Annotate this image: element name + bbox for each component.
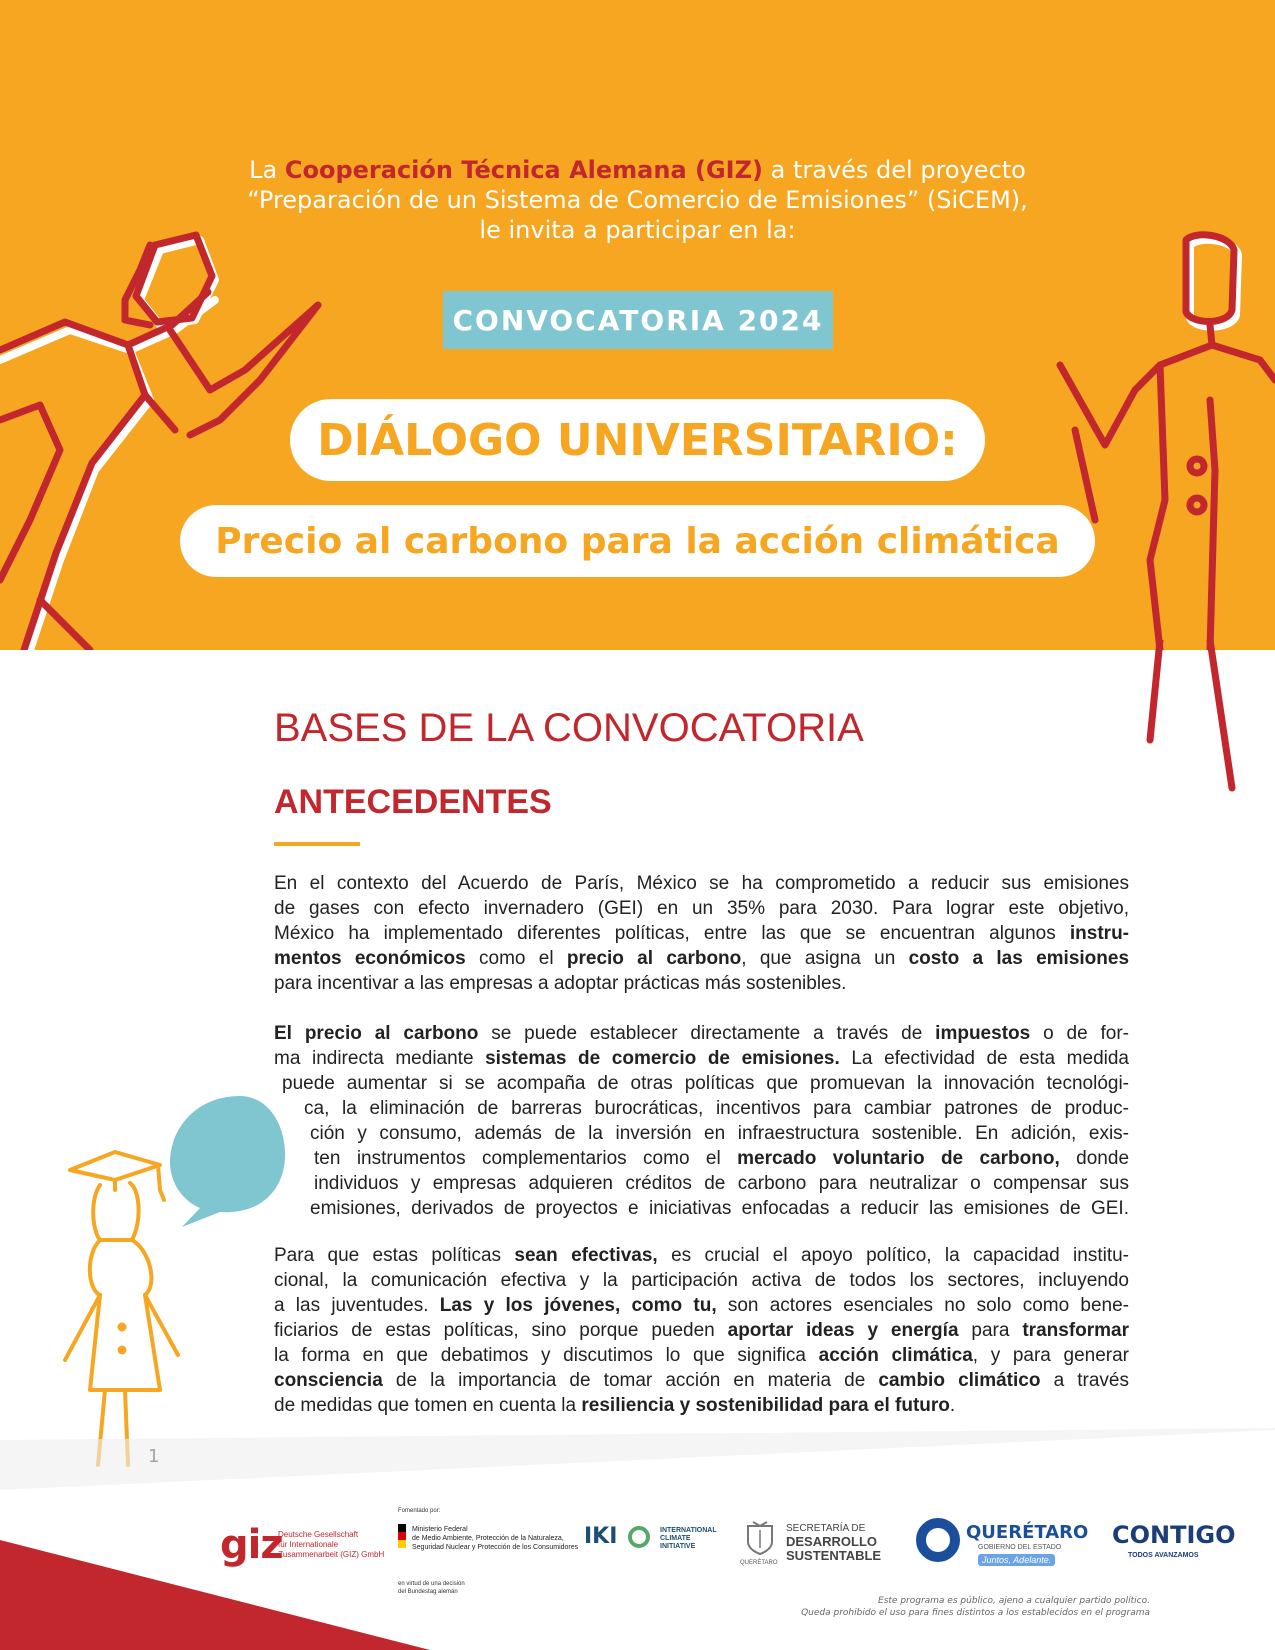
convocatoria-badge: CONVOCATORIA 2024 [443,291,833,349]
line [274,1368,1129,1393]
subsection-heading: ANTECEDENTES [274,783,552,821]
right-person-illustration [1060,235,1275,650]
line [274,1046,1129,1071]
text: Queda prohibido el uso para fines distintos a los establecidos en el programa [801,1608,1150,1618]
bold-text: costo a las emisiones [908,948,1130,969]
text: INITIATIVE [660,1543,696,1550]
text: Deutsche Gesellschaft [278,1530,359,1539]
bold-text: transformar [1022,1320,1130,1341]
section-heading: BASES DE LA CONVOCATORIA [274,706,864,750]
text: emisiones, derivados de proyectos e iniciativas enfocadas a reducir las emisiones de GEI. [310,1198,1129,1219]
bold-text: precio al carbono [566,948,742,969]
paragraph-1 [274,871,1129,996]
line [274,1318,1129,1343]
text: o de for- [1043,1023,1130,1044]
giz-logo: giz [220,1522,283,1568]
line [274,1171,1129,1196]
text: de la importancia de tomar acción en materia de [395,1370,866,1391]
text: SECRETARÍA DE [786,1523,866,1534]
line [274,1021,1129,1046]
speech-bubble-icon [170,1096,285,1227]
event-title: DIÁLOGO UNIVERSITARIO: [290,399,985,481]
text: ten instrumentos complementarios como el [314,1148,721,1169]
text: Seguridad Nuclear y Protección de los Consumidores [412,1544,579,1551]
line [274,871,1129,896]
german-flag-icon [398,1524,406,1548]
bold-text: cambio climático [878,1370,1041,1391]
bold-text: consciencia [274,1370,383,1391]
text: para incentivar a las empresas a adoptar prácticas más sostenibles. [274,973,847,994]
text: del Bundestag alemán [398,1589,458,1595]
paragraph-3 [274,1243,1129,1418]
text: en virtud de una decisión [398,1581,465,1587]
bmu-name [412,1525,578,1552]
bold-text: sean efectivas, [514,1245,658,1266]
text: a través [1053,1370,1129,1391]
text: DESARROLLO [786,1534,877,1549]
intro-prefix: La [249,156,278,184]
line [274,1121,1129,1146]
intro-organization: Cooperación Técnica Alemana (GIZ) [284,156,763,184]
line [274,896,1129,921]
line [274,1146,1129,1171]
text: für Internationale [278,1540,339,1549]
bold-text: instru- [1069,923,1129,944]
line [274,1096,1129,1121]
text: es crucial el apoyo político, la capacidad institu- [671,1245,1130,1266]
text: cional, la comunicación efectiva y la participación activa de todos los sectores, incluyendo [274,1270,1129,1291]
contigo-logo: CONTIGO [1112,1521,1236,1549]
text: de medidas que tomen en cuenta la [274,1395,577,1416]
sds-name [786,1523,881,1563]
line [274,1243,1129,1268]
text: ca, la eliminación de barreras burocráticas, incentivos para cambiar patrones de produc- [304,1098,1129,1119]
text: SUSTENTABLE [786,1548,882,1563]
text: la forma en que debatimos y discutimos lo que significa [274,1345,806,1366]
bold-text: mentos económicos [274,948,466,969]
text: La efectividad de esta medida [851,1048,1129,1069]
text: ción y consumo, además de la inversión en infraestructura sostenible. En adición, exis- [310,1123,1129,1144]
text: de Medio Ambiente, Protección de la Naturaleza, [412,1535,564,1542]
bmu-note [398,1580,465,1596]
text: CLIMATE [660,1535,691,1542]
bold-text: resiliencia y sostenibilidad para el futuro [581,1395,950,1416]
intro-text [0,155,1275,245]
text: se puede establecer directamente a través de [491,1023,923,1044]
bold-text: acción climática [818,1345,973,1366]
sds-caption: QUERÉTARO [740,1560,778,1566]
text: donde [1076,1148,1130,1169]
queretaro-seal-icon [745,1520,775,1556]
queretaro-logo: QUERÉTARO [966,1522,1089,1543]
text: de gases con efecto invernadero (GEI) en un 35% para 2030. Para lograr este objetivo, [274,898,1129,919]
paragraph-2 [274,1021,1129,1221]
text: , y para generar [972,1345,1129,1366]
text: ficiarios de estas políticas, sino porque pueden [274,1320,715,1341]
text: puede aumentar si se acompaña de otras políticas que promuevan la innovación tecnológi- [282,1073,1129,1094]
line [274,1268,1129,1293]
text: . [949,1395,956,1416]
left-person-illustration [0,235,318,650]
line [274,1196,1129,1221]
text: México ha implementado diferentes políticas, entre las que se encuentran algunos [274,923,1056,944]
iki-name [660,1527,717,1551]
disclaimer [770,1595,1150,1619]
text: , que asigna un [741,948,896,969]
line [274,1343,1129,1368]
event-subtitle: Precio al carbono para la acción climática [180,505,1095,577]
text: Ministerio Federal [412,1526,468,1533]
bold-text: mercado voluntario de carbono, [737,1148,1060,1169]
line [274,1293,1129,1318]
right-person-legs [1120,640,1270,800]
text: como el [479,948,554,969]
bmu-fomentado: Fomentado por: [398,1508,441,1514]
contigo-tagline: TODOS AVANZAMOS [1128,1552,1199,1559]
queretaro-q-icon [916,1518,960,1562]
text: para [971,1320,1010,1341]
line [274,946,1129,971]
iki-circle-icon [628,1526,650,1548]
text: ma indirecta mediante [274,1048,474,1069]
bold-text: impuestos [935,1023,1031,1044]
heading-underline [274,842,360,846]
text: individuos y empresas adquieren créditos de carbono para neutralizar o compensar sus [314,1173,1129,1194]
bold-text: sistemas de comercio de emisiones. [485,1048,840,1069]
text: Para que estas políticas [274,1245,502,1266]
intro-project-name: “Preparación de un Sistema de Comercio de Emisiones” (SiCEM), [247,186,1028,214]
text: En el contexto del Acuerdo de París, México se ha comprometido a reducir sus emisiones [274,873,1129,894]
hero-banner [0,0,1275,650]
queretaro-subtitle: GOBIERNO DEL ESTADO [978,1544,1062,1551]
text: son actores esenciales no solo como bene- [727,1295,1130,1316]
bold-text: El precio al carbono [274,1023,479,1044]
text: Zusammenarbeit (GIZ) GmbH [278,1550,385,1559]
line [274,1071,1129,1096]
giz-name [278,1530,384,1560]
text: Este programa es público, ajeno a cualquier partido político. [878,1596,1150,1606]
bold-text: Las y los jóvenes, como tu, [439,1295,717,1316]
bold-text: aportar ideas y energía [727,1320,959,1341]
line [274,921,1129,946]
text: INTERNATIONAL [660,1527,717,1534]
text: a las juventudes. [274,1295,429,1316]
intro-invitation: le invita a participar en la: [479,216,796,244]
iki-logo: IKI [584,1524,618,1549]
queretaro-tagline: Juntos, Adelante. [978,1554,1055,1566]
intro-suffix: a través del proyecto [770,156,1026,184]
